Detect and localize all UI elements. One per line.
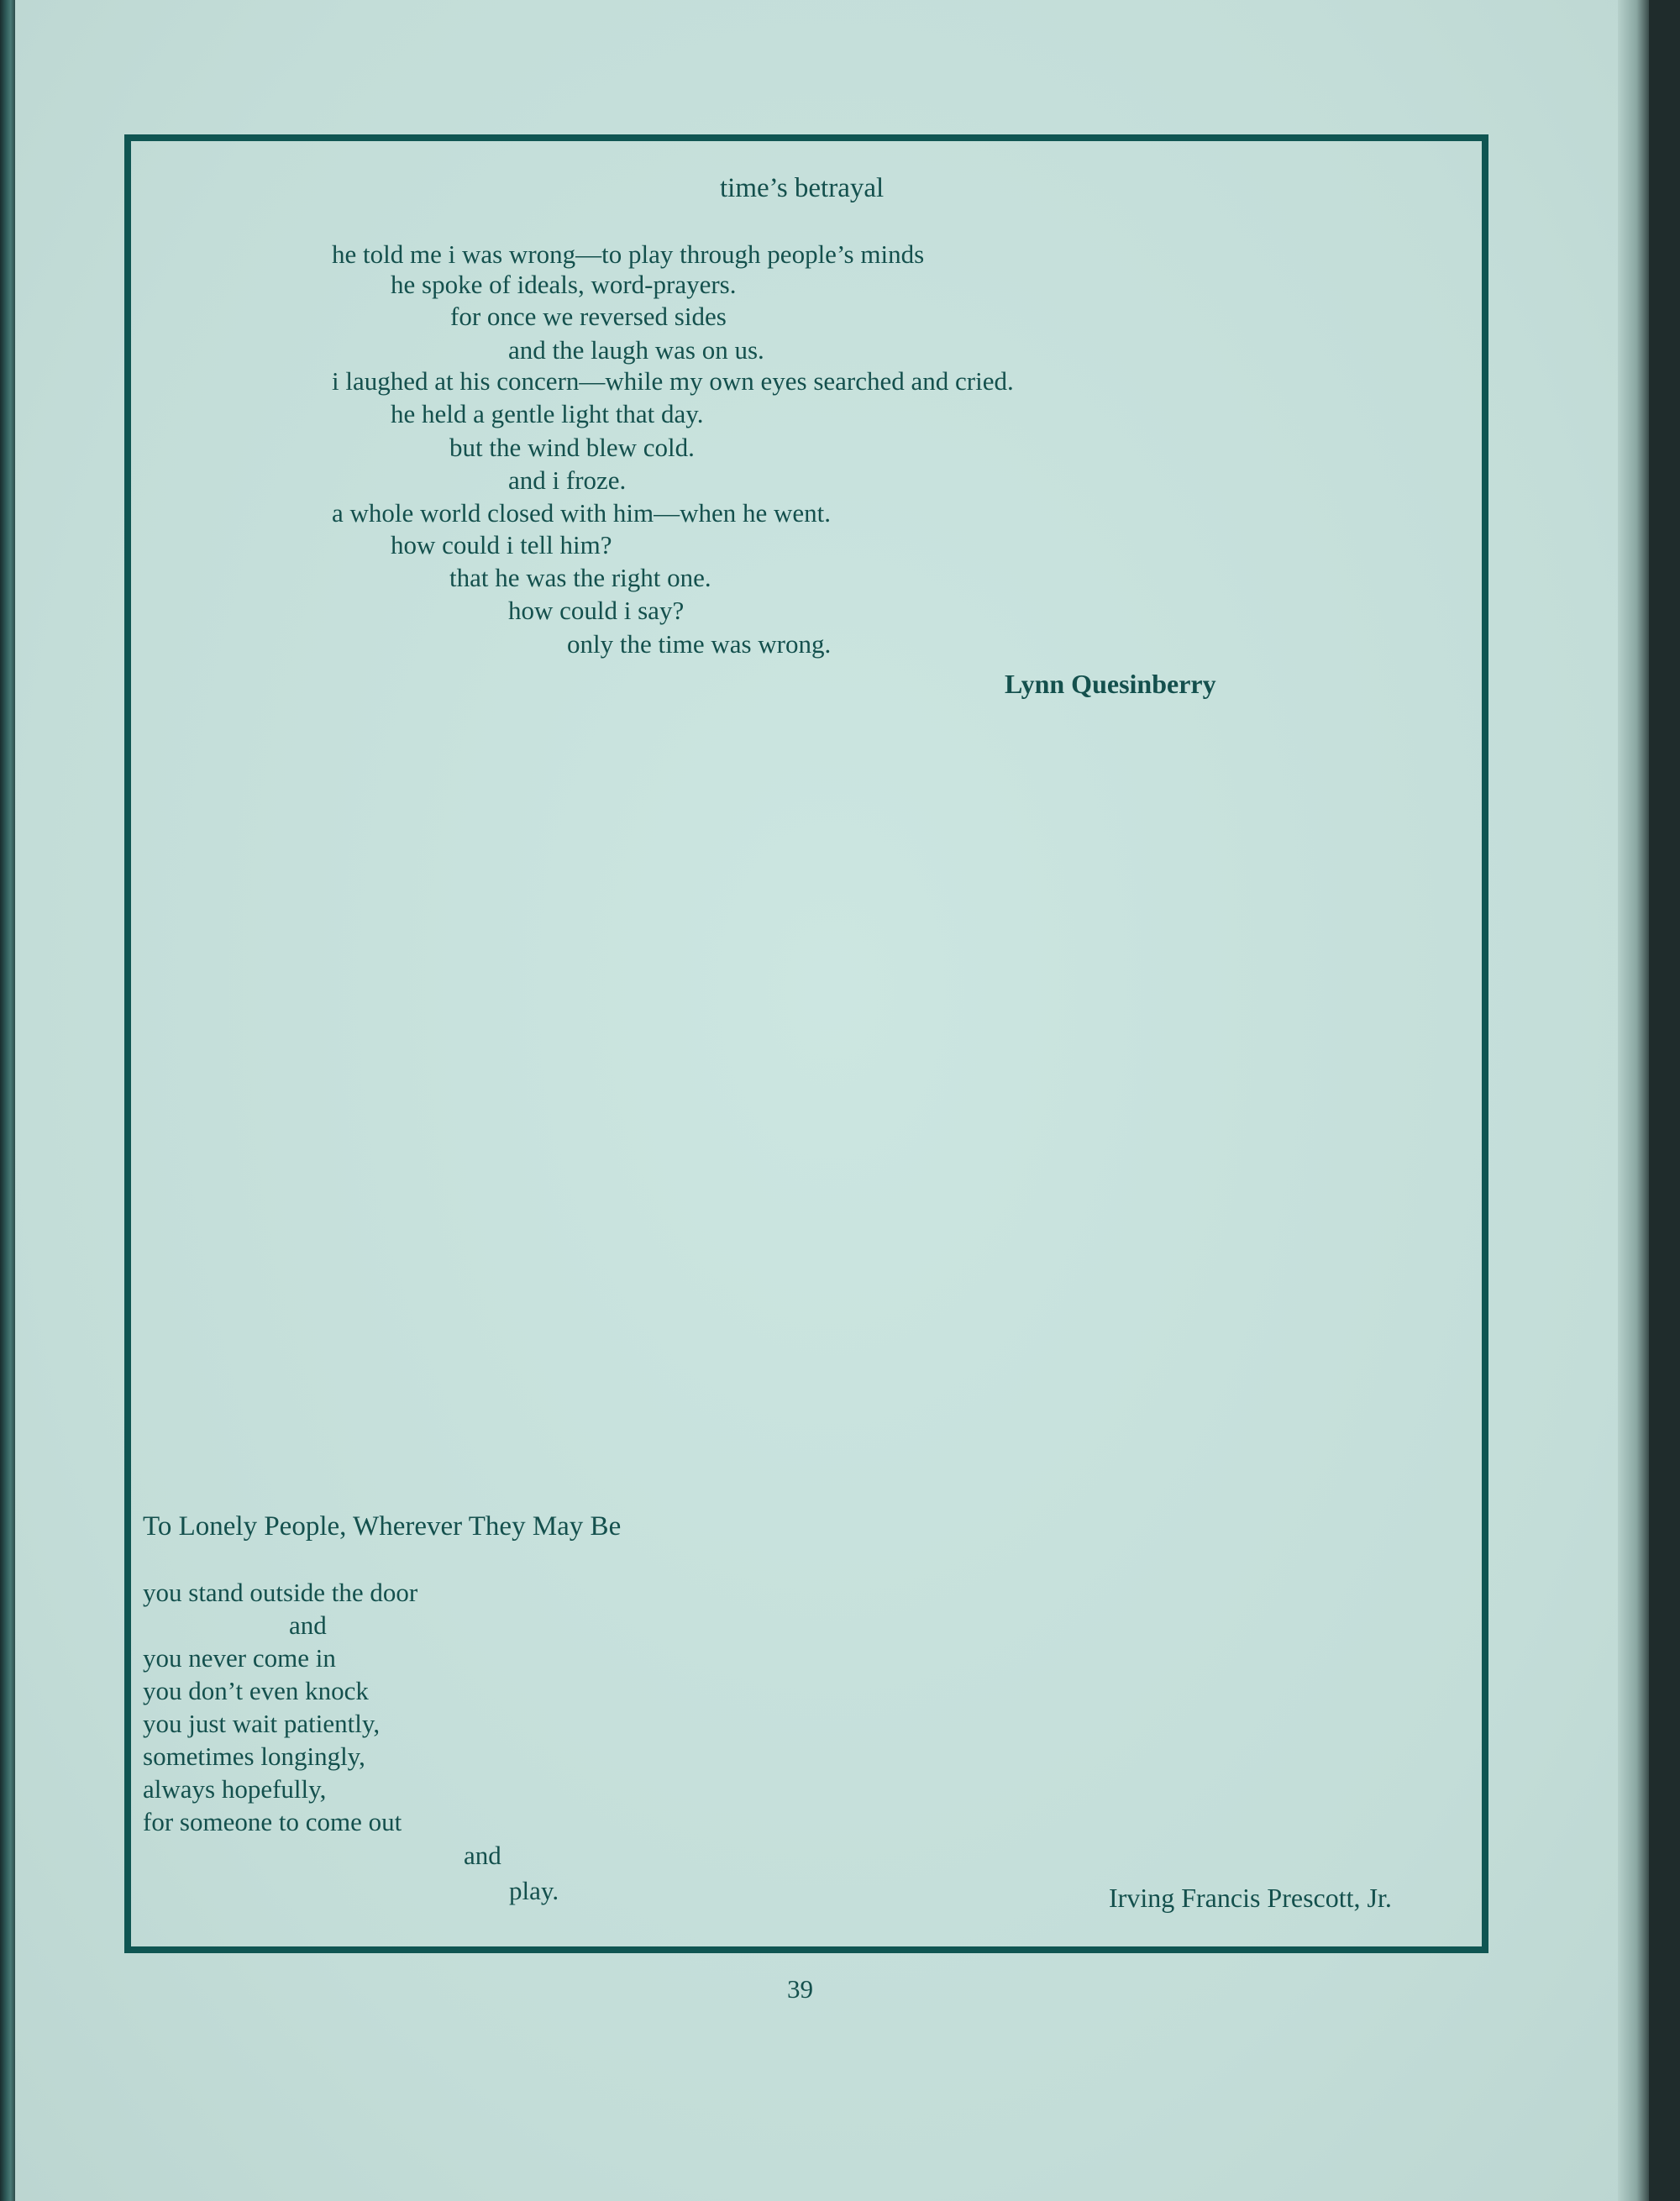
poem2-line: for someone to come out [143, 1807, 402, 1836]
poem1-line: i laughed at his concern—while my own eyes searched and cried. [332, 366, 1014, 396]
page-number: 39 [787, 1974, 813, 2004]
poem1-line: he spoke of ideals, word-prayers. [391, 270, 737, 299]
poem1-line: a whole world closed with him—when he went. [332, 498, 832, 528]
poem2-title: To Lonely People, Wherever They May Be [143, 1511, 622, 1542]
poem2-line: play. [509, 1876, 559, 1905]
poem2-author: Irving Francis Prescott, Jr. [1109, 1883, 1392, 1913]
poem2-line: you just wait patiently, [143, 1709, 381, 1738]
poem1-line: how could i say? [508, 596, 685, 625]
poem1-line: how could i tell him? [391, 530, 612, 559]
poem2-line: and [464, 1841, 501, 1870]
poem1-line: and i froze. [508, 465, 627, 495]
poem2-line: and [289, 1610, 327, 1640]
poem2-line: you don’t even knock [143, 1676, 369, 1705]
poem2-line: you stand outside the door [143, 1578, 418, 1607]
poem1-line: he told me i was wrong—to play through people’s minds [332, 239, 925, 269]
poem1-line: he held a gentle light that day. [391, 399, 704, 428]
poem1-line: but the wind blew cold. [449, 433, 695, 462]
poem2-line: always hopefully, [143, 1774, 327, 1804]
poem1-line: only the time was wrong. [567, 629, 832, 659]
poem2-line: sometimes longingly, [143, 1741, 365, 1771]
poem1-title: time’s betrayal [720, 173, 885, 203]
poem1-line: that he was the right one. [449, 563, 711, 592]
poem1-line: and the laugh was on us. [508, 335, 764, 365]
page-edge-shadow [1618, 0, 1649, 2201]
poem1-line: for once we reversed sides [450, 302, 727, 331]
poem2-line: you never come in [143, 1643, 336, 1673]
book-spine [0, 0, 15, 2201]
poem1-author: Lynn Quesinberry [1005, 669, 1216, 699]
